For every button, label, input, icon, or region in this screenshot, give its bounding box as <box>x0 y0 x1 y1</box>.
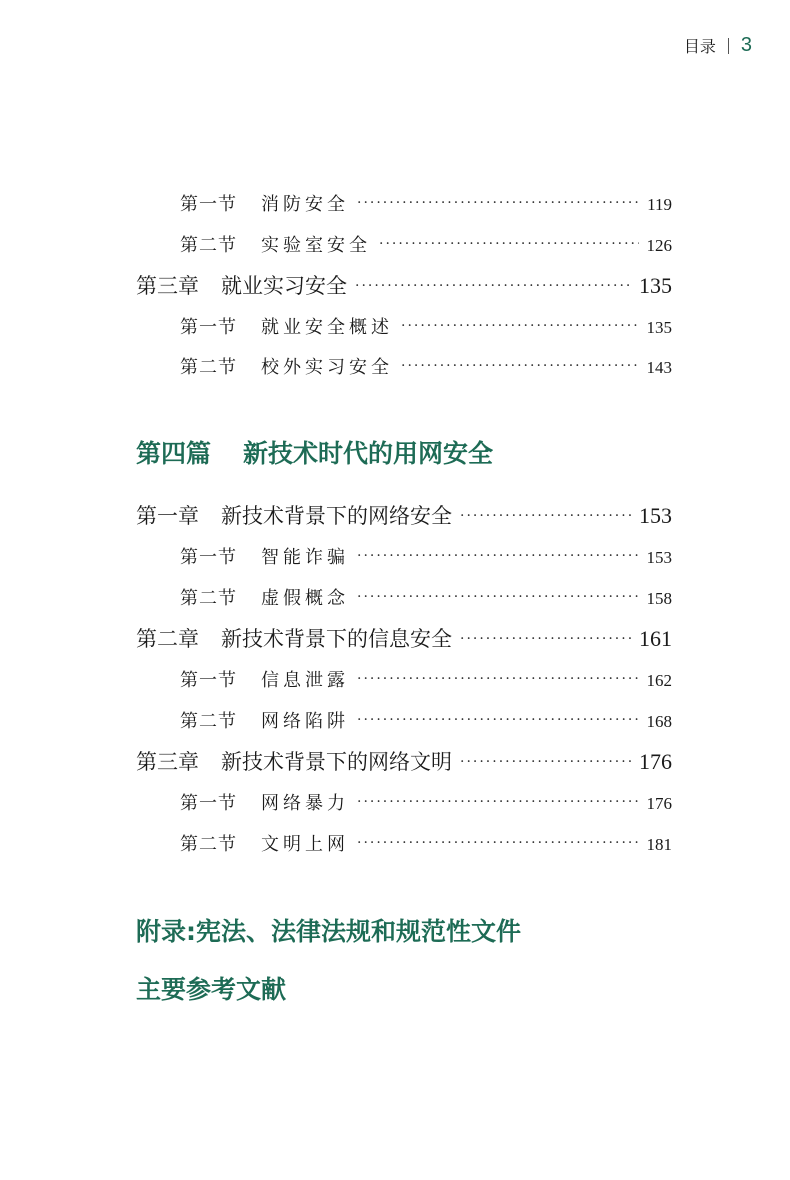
toc-chapter-entry[interactable] <box>136 623 672 653</box>
toc-section-entry[interactable] <box>180 666 672 692</box>
dot-leader <box>357 589 639 605</box>
entry-label: 第三章 <box>136 750 199 774</box>
entry-label: 第一章 <box>136 504 199 528</box>
entry-page-number: 176 <box>639 749 672 774</box>
entry-page-number: 119 <box>647 195 672 214</box>
dot-leader <box>357 548 639 564</box>
entry-label: 第二章 <box>136 627 199 651</box>
entry-label: 第二节 <box>180 834 237 855</box>
entry-title: 网络暴力 <box>261 793 349 814</box>
toc-chapter-entry[interactable] <box>136 500 672 530</box>
entry-title: 消防安全 <box>261 194 349 215</box>
entry-page-number: 176 <box>646 794 672 813</box>
entry-title: 新技术背景下的网络安全 <box>221 504 452 528</box>
appendix-heading[interactable]: 附录:宪法、法律法规和规范性文件 <box>136 917 521 946</box>
entry-page-number: 162 <box>646 671 672 690</box>
part-heading[interactable] <box>136 434 493 470</box>
toc-section-entry[interactable] <box>180 584 672 610</box>
dot-leader <box>401 318 639 334</box>
dot-leader <box>460 631 631 647</box>
dot-leader <box>357 835 639 851</box>
entry-label: 第三章 <box>136 274 199 298</box>
dot-leader <box>357 195 639 211</box>
entry-title: 就业安全概述 <box>261 317 393 338</box>
entry-title: 信息泄露 <box>261 670 349 691</box>
entry-title: 实验室安全 <box>261 235 371 256</box>
entry-page-number: 161 <box>639 626 672 651</box>
toc-section-entry[interactable] <box>180 789 672 815</box>
dot-leader <box>401 358 639 374</box>
entry-label: 第一节 <box>180 793 237 814</box>
entry-label: 第一节 <box>180 670 237 691</box>
toc-section-entry[interactable] <box>180 543 672 569</box>
dot-leader <box>357 794 639 810</box>
part-label: 第四篇 <box>136 439 212 468</box>
running-header <box>684 34 752 57</box>
entry-page-number: 153 <box>646 548 672 567</box>
entry-title: 校外实习安全 <box>261 357 393 378</box>
entry-page-number: 135 <box>646 318 672 337</box>
header-separator <box>728 38 729 54</box>
entry-title: 虚假概念 <box>261 588 349 609</box>
entry-label: 第二节 <box>180 235 237 256</box>
header-page-number: 3 <box>740 34 752 56</box>
part-title: 新技术时代的用网安全 <box>243 439 494 468</box>
dot-leader <box>357 671 639 687</box>
entry-title: 新技术背景下的网络文明 <box>221 750 452 774</box>
dot-leader <box>355 278 631 294</box>
entry-label: 第二节 <box>180 357 237 378</box>
entry-title: 网络陷阱 <box>261 711 349 732</box>
toc-chapter-entry[interactable] <box>136 270 672 300</box>
entry-page-number: 158 <box>646 589 672 608</box>
dot-leader <box>379 236 639 252</box>
entry-title: 新技术背景下的信息安全 <box>221 627 452 651</box>
entry-page-number: 135 <box>639 273 672 298</box>
toc-section-entry[interactable] <box>180 353 672 379</box>
entry-page-number: 143 <box>646 358 672 377</box>
entry-title: 智能诈骗 <box>261 547 349 568</box>
dot-leader <box>357 712 639 728</box>
entry-label: 第一节 <box>180 194 237 215</box>
entry-label: 第一节 <box>180 547 237 568</box>
toc-chapter-entry[interactable] <box>136 746 672 776</box>
references-heading[interactable]: 主要参考文献 <box>136 975 287 1004</box>
toc-section-entry[interactable] <box>180 231 672 257</box>
entry-page-number: 181 <box>646 835 672 854</box>
dot-leader <box>460 508 631 524</box>
entry-title: 文明上网 <box>261 834 349 855</box>
entry-page-number: 168 <box>646 712 672 731</box>
entry-label: 第二节 <box>180 711 237 732</box>
toc-section-entry[interactable] <box>180 313 672 339</box>
entry-page-number: 126 <box>646 236 672 255</box>
entry-title: 就业实习安全 <box>221 274 347 298</box>
toc-section-entry[interactable] <box>180 830 672 856</box>
header-label: 目录 <box>683 37 716 56</box>
dot-leader <box>460 754 631 770</box>
toc-section-entry[interactable] <box>180 707 672 733</box>
entry-label: 第一节 <box>180 317 237 338</box>
toc-section-entry[interactable] <box>180 190 672 216</box>
entry-page-number: 153 <box>639 503 672 528</box>
entry-label: 第二节 <box>180 588 237 609</box>
